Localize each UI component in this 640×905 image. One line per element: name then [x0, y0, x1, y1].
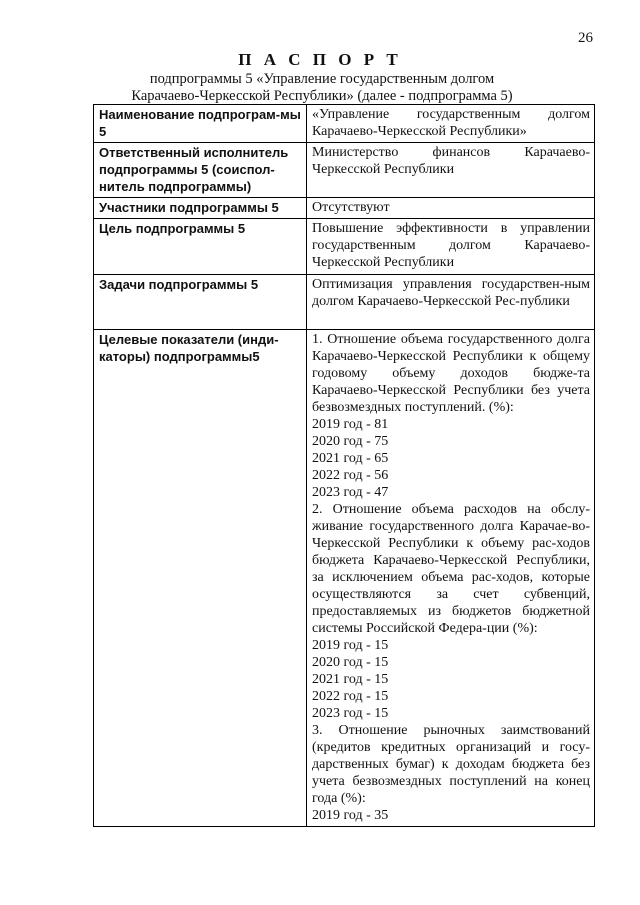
row-label: Наименование подпрограм-мы 5 — [94, 105, 307, 143]
indicator-year-value: 2020 год - 15 — [312, 655, 389, 670]
table-row — [94, 143, 595, 198]
indicator-text: 1. Отношение объема государственного долга Карачаево-Черкесской Республики к общему годовому объему доходов бюдже-та Карачаево-Черкесской Республики без учета безвозмездных поступлений. (%): — [312, 332, 590, 415]
indicator-year-value: 2019 год - 35 — [312, 808, 389, 823]
indicators-value — [307, 330, 595, 827]
indicator-year-value: 2020 год - 75 — [312, 434, 389, 449]
indicator-year-value: 2021 год - 15 — [312, 672, 389, 687]
document-subtitle — [92, 71, 552, 105]
page-number: 26 — [578, 30, 593, 46]
indicator-year-value: 2023 год - 47 — [312, 485, 389, 500]
row-value: Оптимизация управления государствен-ным долгом Карачаево-Черкесской Рес-публики — [307, 275, 595, 330]
indicator-text: 2. Отношение объема расходов на обслу-живание государственного долга Карачае-во-Черкесской Республики к объему рас-ходов бюджета Карачаево-Черкесской Республики, за исключением объема рас-ходов, которые осуществляются за счет субвенций, предоставляемых из бюджетов бюджетной системы Российской Федера-ции (%): — [312, 502, 590, 636]
row-label: Участники подпрограммы 5 — [94, 198, 307, 219]
row-label: Целевые показатели (инди-каторы) подпрограммы5 — [94, 330, 307, 827]
passport-table — [93, 104, 595, 827]
table-row — [94, 219, 595, 275]
indicator-year-value: 2022 год - 56 — [312, 468, 389, 483]
indicator-year-value: 2023 год - 15 — [312, 706, 389, 721]
row-value: «Управление государственным долгом Карачаево-Черкесской Республики» — [307, 105, 595, 143]
subtitle-line: Карачаево-Черкесской Республики» (далее - подпрограмма 5) — [131, 88, 513, 104]
row-value: Министерство финансов Карачаево-Черкесской Республики — [307, 143, 595, 198]
table-row — [94, 105, 595, 143]
row-value: Повышение эффективности в управлении государственным долгом Карачаево-Черкесской Республики — [307, 219, 595, 275]
document-title: П А С П О Р Т — [238, 50, 402, 69]
indicator-year-value: 2019 год - 15 — [312, 638, 389, 653]
subtitle-line: подпрограммы 5 «Управление государственным долгом — [149, 71, 495, 87]
indicator-year-value: 2021 год - 65 — [312, 451, 389, 466]
indicator-year-value: 2019 год - 81 — [312, 417, 389, 432]
row-label: Ответственный исполнитель подпрограммы 5 (соиспол-нитель подпрограммы) — [94, 143, 307, 198]
table-row — [94, 275, 595, 330]
table-row — [94, 198, 595, 219]
table-row-indicators — [94, 330, 595, 827]
row-label: Цель подпрограммы 5 — [94, 219, 307, 275]
row-label: Задачи подпрограммы 5 — [94, 275, 307, 330]
indicator-text: 3. Отношение рыночных заимствований (кредитов кредитных организаций и госу-дарственных бумаг) к доходам бюджета без учета безвозмездных поступлений на конец года (%): — [312, 723, 590, 806]
row-value: Отсутствуют — [307, 198, 595, 219]
indicator-year-value: 2022 год - 15 — [312, 689, 389, 704]
